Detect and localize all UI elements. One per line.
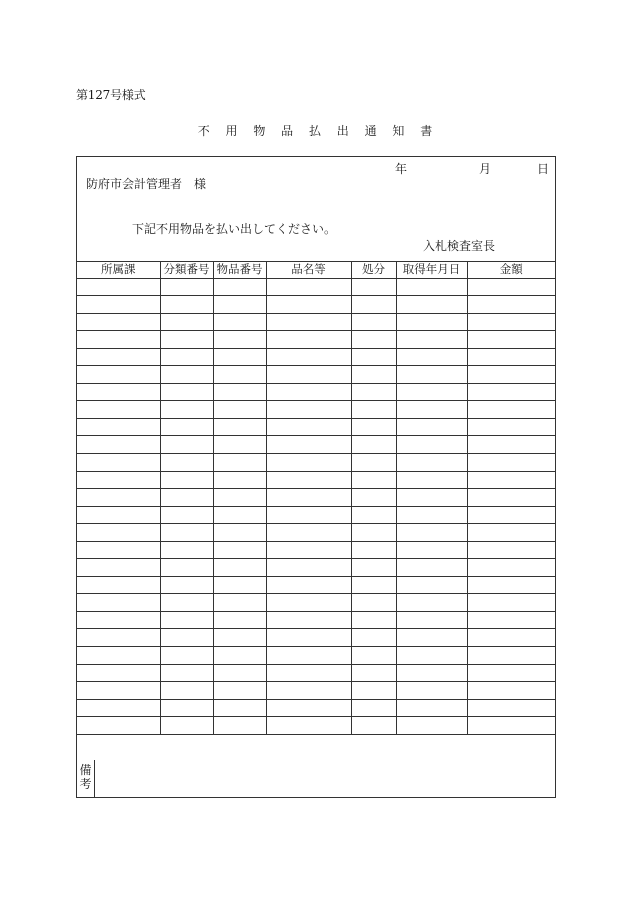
column-header-item-number: 物品番号 — [213, 261, 266, 278]
table-cell[interactable] — [467, 278, 555, 296]
table-cell[interactable] — [266, 348, 351, 366]
recipient-line — [86, 175, 206, 192]
table-cell[interactable] — [467, 594, 555, 612]
table-cell[interactable] — [160, 559, 213, 577]
table-cell[interactable] — [160, 506, 213, 524]
table-cell[interactable] — [77, 524, 160, 542]
table-cell[interactable] — [396, 611, 467, 629]
table-body — [77, 278, 555, 734]
table-cell[interactable] — [396, 471, 467, 489]
recipient-suffix: 様 — [194, 177, 207, 191]
table-cell[interactable] — [266, 594, 351, 612]
remarks-section — [77, 760, 555, 797]
table-cell[interactable] — [213, 506, 266, 524]
table-row — [77, 646, 555, 664]
table-cell[interactable] — [351, 471, 396, 489]
table-cell[interactable] — [396, 296, 467, 314]
table-cell[interactable] — [213, 717, 266, 735]
table-cell[interactable] — [160, 699, 213, 717]
table-cell[interactable] — [77, 646, 160, 664]
table-cell[interactable] — [213, 611, 266, 629]
table-cell[interactable] — [160, 682, 213, 700]
table-cell[interactable] — [77, 594, 160, 612]
table-cell[interactable] — [467, 348, 555, 366]
table-cell[interactable] — [266, 611, 351, 629]
table-cell[interactable] — [396, 506, 467, 524]
table-cell[interactable] — [160, 576, 213, 594]
column-header-disposal: 処分 — [351, 261, 396, 278]
table-cell[interactable] — [160, 541, 213, 559]
table-cell[interactable] — [396, 383, 467, 401]
table-cell[interactable] — [213, 489, 266, 507]
table-cell[interactable] — [77, 506, 160, 524]
table-cell[interactable] — [213, 699, 266, 717]
table-cell[interactable] — [396, 524, 467, 542]
table-cell[interactable] — [213, 418, 266, 436]
table-cell[interactable] — [467, 313, 555, 331]
table-cell[interactable] — [351, 348, 396, 366]
table-cell[interactable] — [467, 383, 555, 401]
table-cell[interactable] — [266, 506, 351, 524]
table-row — [77, 629, 555, 647]
table-cell[interactable] — [467, 418, 555, 436]
table-cell[interactable] — [213, 471, 266, 489]
table-cell[interactable] — [396, 541, 467, 559]
table-cell[interactable] — [77, 559, 160, 577]
table-cell[interactable] — [160, 296, 213, 314]
instruction-text: 下記不用物品を払い出してください。 — [132, 222, 337, 236]
table-cell[interactable] — [213, 436, 266, 454]
table-cell[interactable] — [467, 717, 555, 735]
table-row — [77, 682, 555, 700]
table-cell[interactable] — [266, 524, 351, 542]
table-cell[interactable] — [396, 366, 467, 384]
table-cell[interactable] — [266, 278, 351, 296]
table-cell[interactable] — [266, 699, 351, 717]
table-cell[interactable] — [77, 576, 160, 594]
table-cell[interactable] — [160, 471, 213, 489]
table-cell[interactable] — [77, 471, 160, 489]
table-cell[interactable] — [160, 348, 213, 366]
table-cell[interactable] — [467, 296, 555, 314]
table-row — [77, 383, 555, 401]
table-cell[interactable] — [213, 682, 266, 700]
issuer-name: 入札検査室長 — [423, 239, 496, 253]
table-row — [77, 278, 555, 296]
column-header-amount: 金額 — [467, 261, 555, 278]
table-cell[interactable] — [396, 348, 467, 366]
table-cell[interactable] — [467, 366, 555, 384]
table-cell[interactable] — [266, 401, 351, 419]
document-title: 不 用 物 品 払 出 通 知 書 — [197, 124, 439, 138]
table-cell[interactable] — [266, 418, 351, 436]
table-cell[interactable] — [160, 629, 213, 647]
table-row — [77, 506, 555, 524]
table-cell[interactable] — [77, 278, 160, 296]
table-cell[interactable] — [77, 401, 160, 419]
table-cell[interactable] — [351, 331, 396, 349]
table-cell[interactable] — [266, 366, 351, 384]
table-cell[interactable] — [266, 489, 351, 507]
table-cell[interactable] — [213, 559, 266, 577]
table-cell[interactable] — [467, 331, 555, 349]
table-row — [77, 576, 555, 594]
table-cell[interactable] — [160, 453, 213, 471]
table-cell[interactable] — [467, 541, 555, 559]
table-cell[interactable] — [467, 682, 555, 700]
table-cell[interactable] — [351, 278, 396, 296]
table-cell[interactable] — [160, 436, 213, 454]
remarks-label-char: 考 — [79, 777, 92, 791]
table-cell[interactable] — [266, 453, 351, 471]
table-cell[interactable] — [351, 664, 396, 682]
table-cell[interactable] — [213, 646, 266, 664]
table-cell[interactable] — [160, 313, 213, 331]
table-cell[interactable] — [160, 717, 213, 735]
table-cell[interactable] — [266, 682, 351, 700]
table-cell[interactable] — [266, 717, 351, 735]
column-header-department: 所属課 — [77, 261, 160, 278]
table-cell[interactable] — [351, 594, 396, 612]
table-cell[interactable] — [213, 664, 266, 682]
table-cell[interactable] — [213, 296, 266, 314]
table-cell[interactable] — [77, 489, 160, 507]
table-row — [77, 664, 555, 682]
table-cell[interactable] — [351, 383, 396, 401]
table-cell[interactable] — [160, 418, 213, 436]
column-header-acquisition-date: 取得年月日 — [396, 261, 467, 278]
table-cell[interactable] — [467, 611, 555, 629]
table-cell[interactable] — [213, 331, 266, 349]
table-cell[interactable] — [351, 313, 396, 331]
table-cell[interactable] — [77, 629, 160, 647]
table-cell[interactable] — [351, 717, 396, 735]
table-cell[interactable] — [351, 629, 396, 647]
table-cell[interactable] — [213, 383, 266, 401]
table-cell[interactable] — [351, 524, 396, 542]
table-cell[interactable] — [351, 559, 396, 577]
table-cell[interactable] — [77, 418, 160, 436]
table-row — [77, 717, 555, 735]
table-cell[interactable] — [396, 331, 467, 349]
table-cell[interactable] — [351, 646, 396, 664]
table-cell[interactable] — [467, 436, 555, 454]
table-cell[interactable] — [160, 401, 213, 419]
table-cell[interactable] — [77, 611, 160, 629]
table-cell[interactable] — [396, 717, 467, 735]
table-cell[interactable] — [396, 682, 467, 700]
table-cell[interactable] — [467, 524, 555, 542]
table-row — [77, 594, 555, 612]
table-cell[interactable] — [266, 296, 351, 314]
table-cell[interactable] — [396, 646, 467, 664]
table-cell[interactable] — [467, 699, 555, 717]
table-cell[interactable] — [213, 541, 266, 559]
table-cell[interactable] — [266, 313, 351, 331]
table-cell[interactable] — [396, 629, 467, 647]
table-cell[interactable] — [77, 331, 160, 349]
table-row — [77, 471, 555, 489]
table-cell[interactable] — [77, 682, 160, 700]
table-cell[interactable] — [467, 489, 555, 507]
table-row — [77, 524, 555, 542]
table-cell[interactable] — [77, 541, 160, 559]
table-cell[interactable] — [467, 646, 555, 664]
table-cell[interactable] — [213, 524, 266, 542]
table-cell[interactable] — [266, 436, 351, 454]
table-cell[interactable] — [351, 489, 396, 507]
column-header-classification-number: 分類番号 — [160, 261, 213, 278]
table-cell[interactable] — [77, 348, 160, 366]
table-cell[interactable] — [351, 541, 396, 559]
table-cell[interactable] — [266, 383, 351, 401]
table-cell[interactable] — [213, 366, 266, 384]
table-cell[interactable] — [396, 594, 467, 612]
table-row — [77, 331, 555, 349]
table-row — [77, 401, 555, 419]
table-row — [77, 366, 555, 384]
table-cell[interactable] — [396, 559, 467, 577]
table-cell[interactable] — [266, 541, 351, 559]
table-cell[interactable] — [351, 576, 396, 594]
table-cell[interactable] — [266, 559, 351, 577]
form-frame — [76, 156, 556, 798]
table-cell[interactable] — [467, 576, 555, 594]
table-cell[interactable] — [77, 366, 160, 384]
table-cell[interactable] — [77, 436, 160, 454]
table-cell[interactable] — [160, 489, 213, 507]
table-cell[interactable] — [396, 278, 467, 296]
table-cell[interactable] — [266, 664, 351, 682]
table-cell[interactable] — [467, 471, 555, 489]
table-cell[interactable] — [467, 664, 555, 682]
table-cell[interactable] — [396, 436, 467, 454]
table-cell[interactable] — [213, 348, 266, 366]
table-cell[interactable] — [266, 576, 351, 594]
table-cell[interactable] — [396, 576, 467, 594]
table-cell[interactable] — [396, 401, 467, 419]
table-cell[interactable] — [351, 506, 396, 524]
column-header-item-name: 品名等 — [266, 261, 351, 278]
table-cell[interactable] — [351, 296, 396, 314]
items-table — [77, 261, 555, 735]
table-row — [77, 611, 555, 629]
table-cell[interactable] — [160, 383, 213, 401]
table-cell[interactable] — [160, 278, 213, 296]
table-cell[interactable] — [351, 436, 396, 454]
table-cell[interactable] — [351, 453, 396, 471]
table-cell[interactable] — [213, 576, 266, 594]
table-cell[interactable] — [160, 611, 213, 629]
table-cell[interactable] — [160, 366, 213, 384]
table-cell[interactable] — [77, 313, 160, 331]
table-cell[interactable] — [160, 331, 213, 349]
table-cell[interactable] — [396, 489, 467, 507]
table-cell[interactable] — [266, 331, 351, 349]
table-cell[interactable] — [160, 594, 213, 612]
table-cell[interactable] — [213, 453, 266, 471]
table-cell[interactable] — [77, 717, 160, 735]
table-row — [77, 699, 555, 717]
table-row — [77, 559, 555, 577]
table-cell[interactable] — [396, 664, 467, 682]
table-row — [77, 436, 555, 454]
table-cell[interactable] — [396, 699, 467, 717]
table-row — [77, 418, 555, 436]
table-cell[interactable] — [396, 418, 467, 436]
table-cell[interactable] — [213, 401, 266, 419]
recipient-name: 防府市会計管理者 — [86, 177, 183, 191]
date-year-label: 年 — [394, 162, 407, 176]
table-cell[interactable] — [351, 418, 396, 436]
table-cell[interactable] — [213, 313, 266, 331]
table-cell[interactable] — [160, 524, 213, 542]
table-cell[interactable] — [351, 699, 396, 717]
table-cell[interactable] — [266, 471, 351, 489]
table-row — [77, 489, 555, 507]
table-cell[interactable] — [266, 629, 351, 647]
table-cell[interactable] — [467, 559, 555, 577]
table-row — [77, 348, 555, 366]
table-row — [77, 296, 555, 314]
table-cell[interactable] — [351, 401, 396, 419]
table-cell[interactable] — [396, 313, 467, 331]
table-cell[interactable] — [213, 278, 266, 296]
remarks-label-char: 備 — [79, 763, 92, 777]
table-cell[interactable] — [77, 664, 160, 682]
table-cell[interactable] — [351, 682, 396, 700]
table-cell[interactable] — [351, 611, 396, 629]
table-cell[interactable] — [467, 506, 555, 524]
table-cell[interactable] — [467, 401, 555, 419]
table-cell[interactable] — [396, 453, 467, 471]
table-row — [77, 453, 555, 471]
table-cell[interactable] — [213, 594, 266, 612]
table-cell[interactable] — [160, 646, 213, 664]
remarks-label — [77, 760, 95, 797]
table-row — [77, 313, 555, 331]
table-header-row — [77, 261, 555, 278]
table-cell[interactable] — [351, 366, 396, 384]
form-header — [77, 157, 555, 262]
date-day-label: 日 — [536, 162, 549, 176]
form-number: 第127号様式 — [76, 88, 146, 102]
table-cell[interactable] — [77, 453, 160, 471]
table-cell[interactable] — [77, 383, 160, 401]
table-row — [77, 541, 555, 559]
table-cell[interactable] — [467, 629, 555, 647]
table-cell[interactable] — [467, 453, 555, 471]
date-month-label: 月 — [478, 162, 491, 176]
table-cell[interactable] — [266, 646, 351, 664]
table-cell[interactable] — [160, 664, 213, 682]
table-cell[interactable] — [77, 699, 160, 717]
table-cell[interactable] — [77, 296, 160, 314]
table-cell[interactable] — [213, 629, 266, 647]
date-line — [395, 160, 549, 177]
